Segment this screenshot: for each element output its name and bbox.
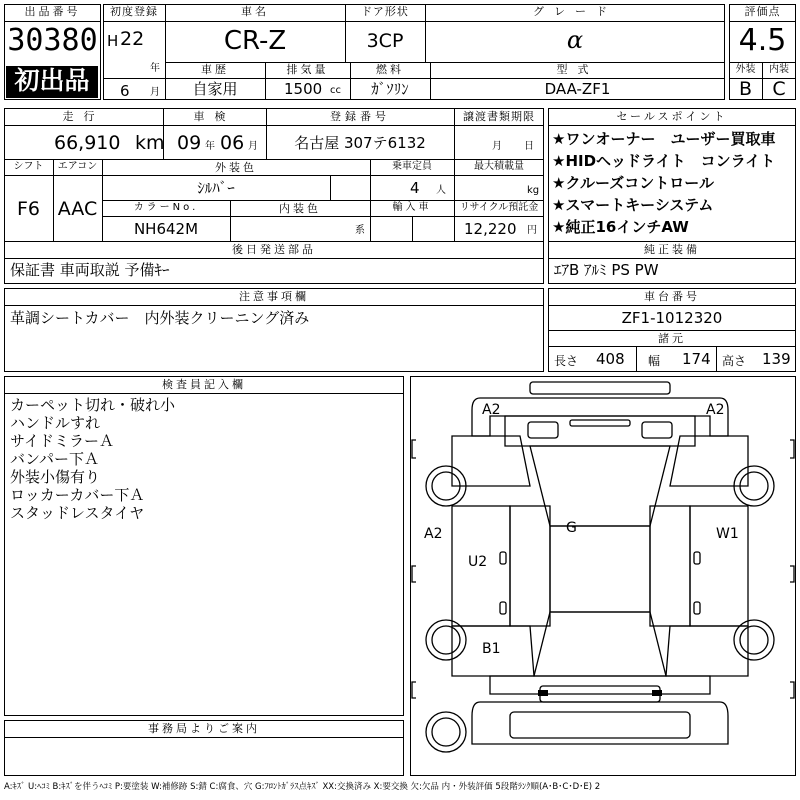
insp-year: 09: [177, 132, 202, 154]
inspector-line-3: サイドミラーＡ: [10, 432, 114, 450]
capacity-label: 乗車定員: [392, 161, 432, 172]
ac: AAC: [57, 198, 98, 220]
int-color-unit: 系: [355, 225, 365, 236]
lot-number: 30380: [7, 23, 98, 58]
color-no-label: カラーNo.: [133, 202, 199, 213]
mileage-label: 走行: [62, 110, 105, 123]
mileage-unit: km: [135, 132, 165, 154]
selling-points-label: セールスポイント: [616, 110, 728, 123]
era: H: [107, 32, 119, 50]
score-label: 評価点: [744, 5, 781, 18]
shift: F6: [16, 198, 41, 220]
model-label: 型式: [556, 63, 599, 76]
lot-label: 出品番号: [24, 5, 81, 18]
office-label: 事務局よりご案内: [148, 722, 260, 735]
plate: 名古屋 307テ6132: [294, 134, 426, 152]
score: 4.5: [738, 23, 787, 58]
mark-b1: B1: [482, 641, 501, 657]
length-value: 408: [596, 350, 625, 368]
transfer-label: 譲渡書類期限: [463, 110, 535, 123]
interior-label: 内装: [769, 64, 789, 75]
model: DAA-ZF1: [544, 80, 611, 98]
inspector-line-1: カーペット切れ・破れ小: [10, 396, 176, 414]
grade: α: [566, 26, 584, 54]
notes-label: 注意事項欄: [239, 290, 309, 303]
mileage: 66,910: [54, 132, 121, 154]
door-label: ドア形状: [361, 5, 409, 18]
import-label: 輸入車: [392, 202, 432, 213]
height-value: 139: [762, 350, 791, 368]
mark-g: G: [566, 520, 577, 536]
ext-color-label: 外装色: [215, 161, 257, 174]
mark-w1: W1: [716, 526, 739, 542]
car-damage-diagram: [410, 376, 796, 776]
car-name-label: 車名: [241, 5, 269, 18]
later-parts-label: 後日発送部品: [232, 243, 316, 256]
reg-month: 6: [120, 82, 130, 100]
inspector-line-5: 外装小傷有り: [10, 468, 101, 486]
selling-point-1: ★ワンオーナー ユーザー買取車: [552, 130, 776, 148]
load-label: 最大積載量: [474, 161, 524, 172]
exterior-grade: B: [738, 78, 753, 100]
capacity: 4: [410, 179, 420, 197]
first-listing-label: 初出品: [14, 66, 90, 95]
reg-label: 初度登録: [110, 5, 158, 18]
later-parts: 保証書 車両取説 予備ｷｰ: [10, 261, 170, 279]
inspector-label: 検査員記入欄: [162, 378, 246, 391]
inspector-line-2: ハンドルすれ: [10, 414, 101, 432]
transfer-month: 月: [492, 141, 502, 152]
selling-point-3: ★クルーズコントロール: [552, 174, 714, 192]
legend: A:ｷｽﾞ U:ﾍｺﾐ B:ｷｽﾞを伴うﾍｺﾐ P:要塗装 W:補修跡 S:錆 C:腐食、穴 G:ﾌﾛﾝﾄｶﾞﾗｽ点ｷｽﾞ XX:交換済み X:要交換 欠:欠品 内・外装評価 5段階ﾗﾝｸ順(A･B･C･D･E) 2: [4, 782, 601, 792]
insp-year-unit: 年: [205, 141, 215, 152]
recycle-unit: 円: [527, 225, 537, 236]
plate-label: 登録番号: [330, 110, 390, 123]
mark-a2-right-top: A2: [706, 402, 725, 418]
int-color-label: 内装色: [279, 202, 321, 215]
insp-month: 06: [220, 132, 245, 154]
inspector-line-7: スタッドレスタイヤ: [10, 504, 145, 522]
ac-label: エアコン: [57, 161, 98, 172]
height-label: 高さ: [722, 354, 747, 368]
fuel-label: 燃料: [376, 63, 404, 76]
history-label: 車歴: [201, 63, 229, 76]
shift-label: シフト: [13, 161, 44, 172]
mark-a2-left-top: A2: [482, 402, 501, 418]
ext-color: ｼﾙﾊﾞｰ: [197, 179, 235, 197]
length-label: 長さ: [554, 354, 579, 368]
capacity-unit: 人: [436, 185, 446, 196]
fuel: ｶﾞｿﾘﾝ: [371, 80, 409, 98]
selling-point-4: ★スマートキーシステム: [552, 196, 714, 214]
equipment-value: ｴｱB ｱﾙﾐ PS PW: [554, 261, 659, 279]
interior-grade: C: [772, 78, 786, 100]
selling-point-5: ★純正16インチAW: [552, 218, 689, 236]
inspector-line-4: バンパー下Ａ: [10, 450, 99, 468]
width-label: 幅: [648, 354, 661, 368]
mark-u2: U2: [468, 554, 488, 570]
recycle: 12,220: [464, 220, 517, 238]
year-unit: 年: [150, 63, 160, 74]
recycle-label: リサイクル預託金: [459, 202, 539, 213]
grade-label: グレード: [533, 5, 617, 18]
transfer-day: 日: [524, 141, 534, 152]
insp-month-unit: 月: [248, 141, 258, 152]
mark-a2-left-side: A2: [424, 526, 443, 542]
dims-label: 諸元: [658, 332, 686, 345]
history: 自家用: [192, 80, 238, 98]
inspection-label: 車検: [193, 110, 236, 123]
month-unit: 月: [150, 87, 160, 98]
chassis-label: 車台番号: [644, 290, 700, 303]
inspector-line-6: ロッカーカバー下Ａ: [10, 486, 145, 504]
displacement-label: 排気量: [286, 63, 329, 76]
displacement: 1500: [284, 80, 323, 98]
exterior-label: 外装: [735, 64, 756, 75]
door: 3CP: [366, 30, 404, 52]
car-name: CR-Z: [223, 26, 287, 56]
color-no: NH642M: [133, 220, 199, 238]
displacement-unit: cc: [330, 85, 341, 96]
load-unit: kg: [527, 185, 540, 196]
chassis-number: ZF1-1012320: [621, 309, 723, 327]
equipment-label: 純正装備: [644, 243, 700, 256]
selling-point-2: ★HIDヘッドライト コンライト: [552, 152, 776, 170]
notes-text: 革調シートカバー 内外装クリーニング済み: [10, 309, 310, 327]
width-value: 174: [682, 350, 711, 368]
reg-year: 22: [120, 28, 145, 50]
